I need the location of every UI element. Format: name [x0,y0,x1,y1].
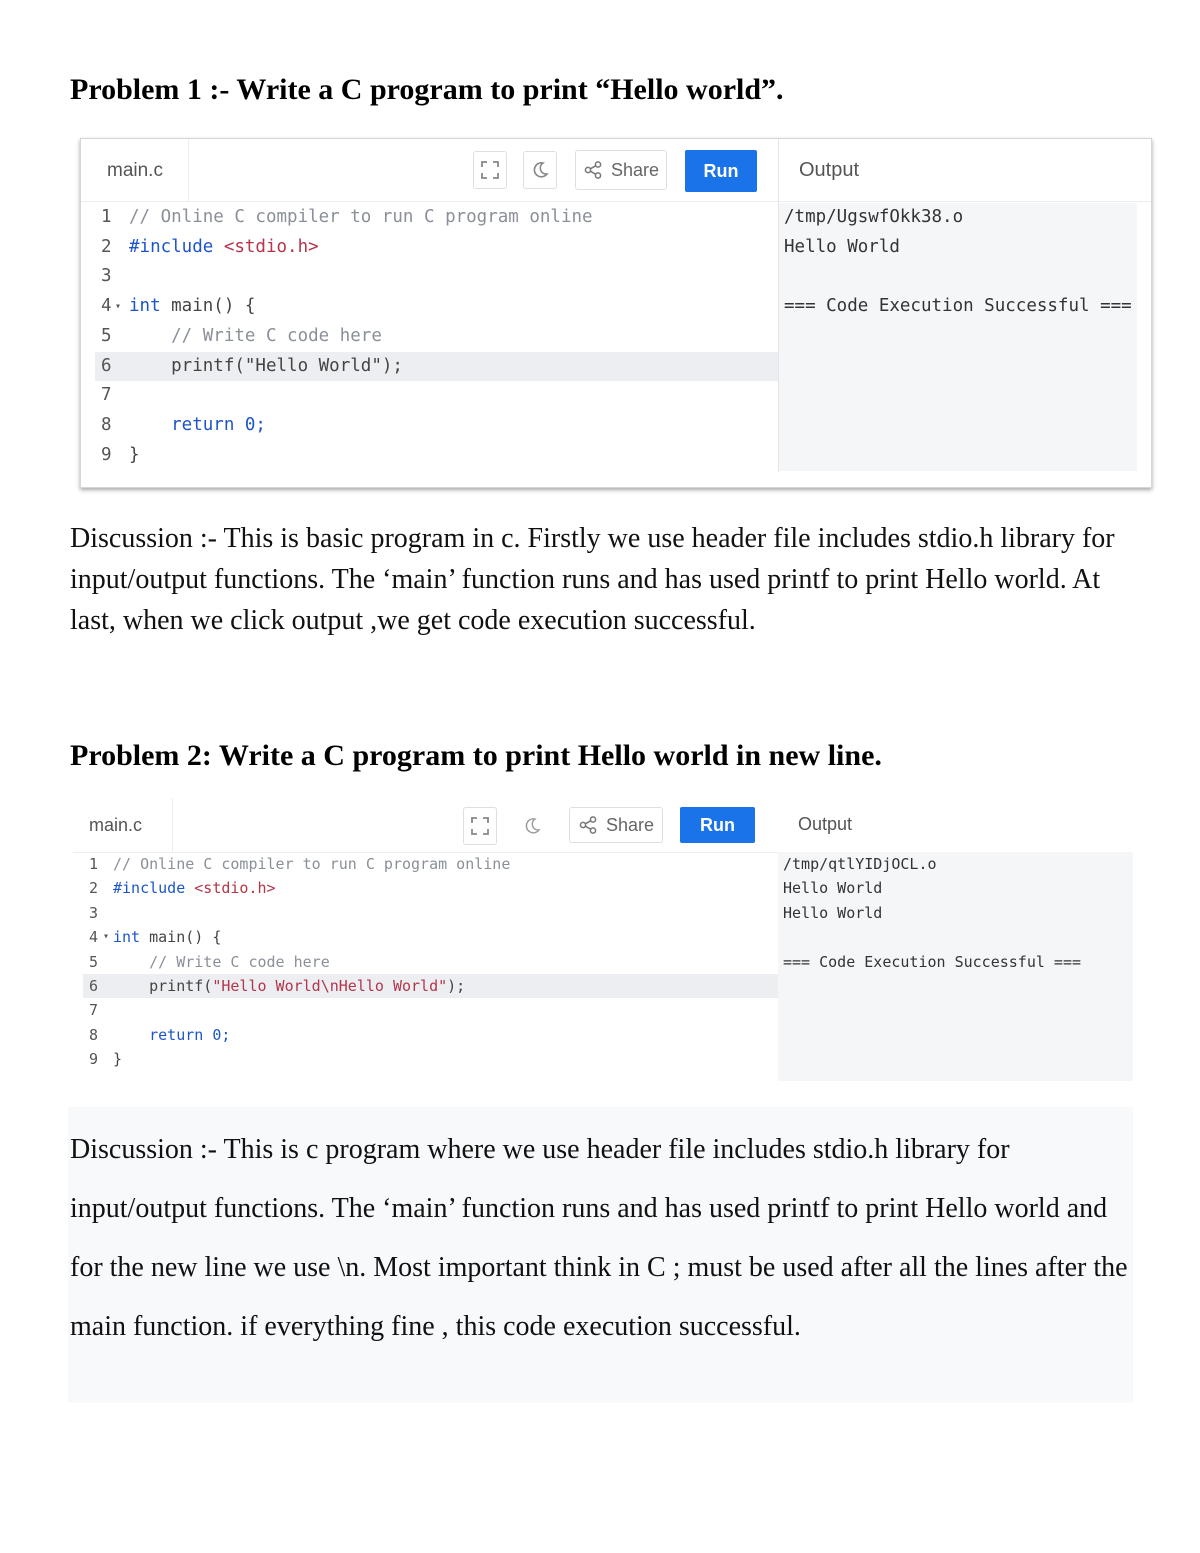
code-line [83,974,778,998]
share-button[interactable] [575,150,667,190]
output-label: Output [798,814,853,834]
fold-arrow-icon[interactable]: ▾ [103,931,110,943]
share-label: Share [610,159,660,180]
line-number: 8 [89,1025,99,1044]
code-line [95,352,778,382]
output-line: Hello World [783,903,883,922]
problem-2-heading: Problem 2: Write a C program to print Hello world in new line. [70,739,882,772]
fold-arrow-icon[interactable]: ▾ [115,301,122,313]
code-token: int [129,296,161,317]
discussion-1: Discussion :- This is basic program in c. Firstly we use header file includes stdio.h library for input/output functions. The ‘main’ function runs and has used printf to print Hello world. At last, when we click output ,we get code execution successful. [70,523,1115,636]
line-number: 6 [101,355,112,376]
code-line [95,322,778,352]
code-token: ); [447,977,466,995]
output-label: Output [799,159,860,181]
file-tab[interactable]: main.c [95,139,189,201]
code-editor-panel-1 [80,138,1152,488]
code-token: // Online C compiler to run C program online [129,207,593,227]
code-token: main() { [160,296,256,317]
code-text [129,322,382,352]
discussion-2: Discussion :- This is c program where we use header file includes stdio.h library for input/output functions. The ‘main’ function runs and has used printf to print Hello world and for the new line we use \n. Most important think in C ; must be used after all the lines after the main function. if everything fine , this code execution successful. [68,1107,1133,1403]
share-button[interactable] [569,807,663,843]
code-token: int [113,928,141,947]
line-number: 6 [89,977,99,995]
file-tab[interactable]: main.c [73,798,173,852]
code-text [113,950,330,974]
run-button[interactable]: Run [685,150,757,192]
line-number: 5 [101,325,112,346]
code-line [95,233,778,263]
code-token: } [113,1050,123,1069]
line-number: 8 [101,414,112,435]
code-token: <stdio.h> [194,879,276,898]
code-token: return 0; [113,1025,231,1044]
code-text [129,233,319,263]
code-text [113,852,510,876]
code-area[interactable] [95,203,778,473]
code-line [83,876,778,900]
output-line: Hello World [784,236,900,257]
code-line [83,950,778,974]
code-text [113,925,221,949]
code-token: "Hello World\nHello World" [212,977,448,995]
code-line [83,852,778,876]
line-number: 4 [101,296,112,317]
code-line [95,441,778,471]
share-label: Share [605,814,655,835]
code-line [83,1047,778,1071]
output-console [778,852,1133,1081]
code-line [95,262,778,292]
output-line: /tmp/qtlYIDjOCL.o [783,855,937,873]
share-icon [583,160,603,180]
code-line [95,381,778,411]
line-number: 7 [89,1001,99,1020]
dark-mode-icon[interactable] [515,807,549,845]
line-number: 9 [101,444,112,465]
code-token: #include [129,236,224,257]
code-text [129,441,140,471]
code-text [113,974,465,998]
code-text [129,352,403,382]
code-token: main() { [140,928,222,947]
code-text [129,203,593,233]
output-line: /tmp/UgswfOkk38.o [784,207,964,227]
code-token: // Write C code here [129,325,382,346]
line-number: 4 [89,928,99,947]
code-token: <stdio.h> [223,236,319,257]
code-text [129,411,266,441]
line-number: 7 [101,385,112,406]
code-editor-panel-2 [73,798,1133,1081]
code-line [83,998,778,1022]
share-icon [578,815,598,835]
output-line: === Code Execution Successful === [784,296,1132,317]
line-number: 3 [89,903,99,922]
fullscreen-icon[interactable] [463,807,497,845]
code-token: // Online C compiler to run C program online [113,855,511,873]
code-token: // Write C code here [113,952,330,971]
line-number: 2 [101,236,112,257]
code-line [95,411,778,441]
code-area[interactable] [83,852,778,1081]
code-token: #include [113,879,195,898]
problem-1-heading: Problem 1 :- Write a C program to print “Hello world”. [70,73,784,106]
editor-toolbar [73,798,1133,853]
code-text [129,292,255,322]
code-text [113,1023,230,1047]
line-number: 3 [101,266,112,287]
code-token: return 0; [129,414,266,435]
output-console [779,203,1137,471]
code-line [83,901,778,925]
fullscreen-icon[interactable] [473,151,507,189]
code-text [113,1047,122,1071]
output-line: === Code Execution Successful === [783,952,1082,971]
line-number: 9 [89,1050,99,1069]
line-number: 1 [89,855,99,873]
dark-mode-icon[interactable] [523,151,557,189]
output-line: Hello World [783,879,883,898]
code-line [95,292,778,322]
editor-toolbar [81,139,1151,202]
line-number: 5 [89,952,99,971]
run-button[interactable]: Run [680,807,755,843]
line-number: 1 [101,207,112,227]
code-token: printf( [113,977,213,995]
code-token: } [129,444,140,465]
code-text [113,876,276,900]
code-line [95,203,778,233]
code-line [83,1023,778,1047]
line-number: 2 [89,879,99,898]
code-token: printf("Hello World"); [129,355,403,376]
code-line [83,925,778,949]
